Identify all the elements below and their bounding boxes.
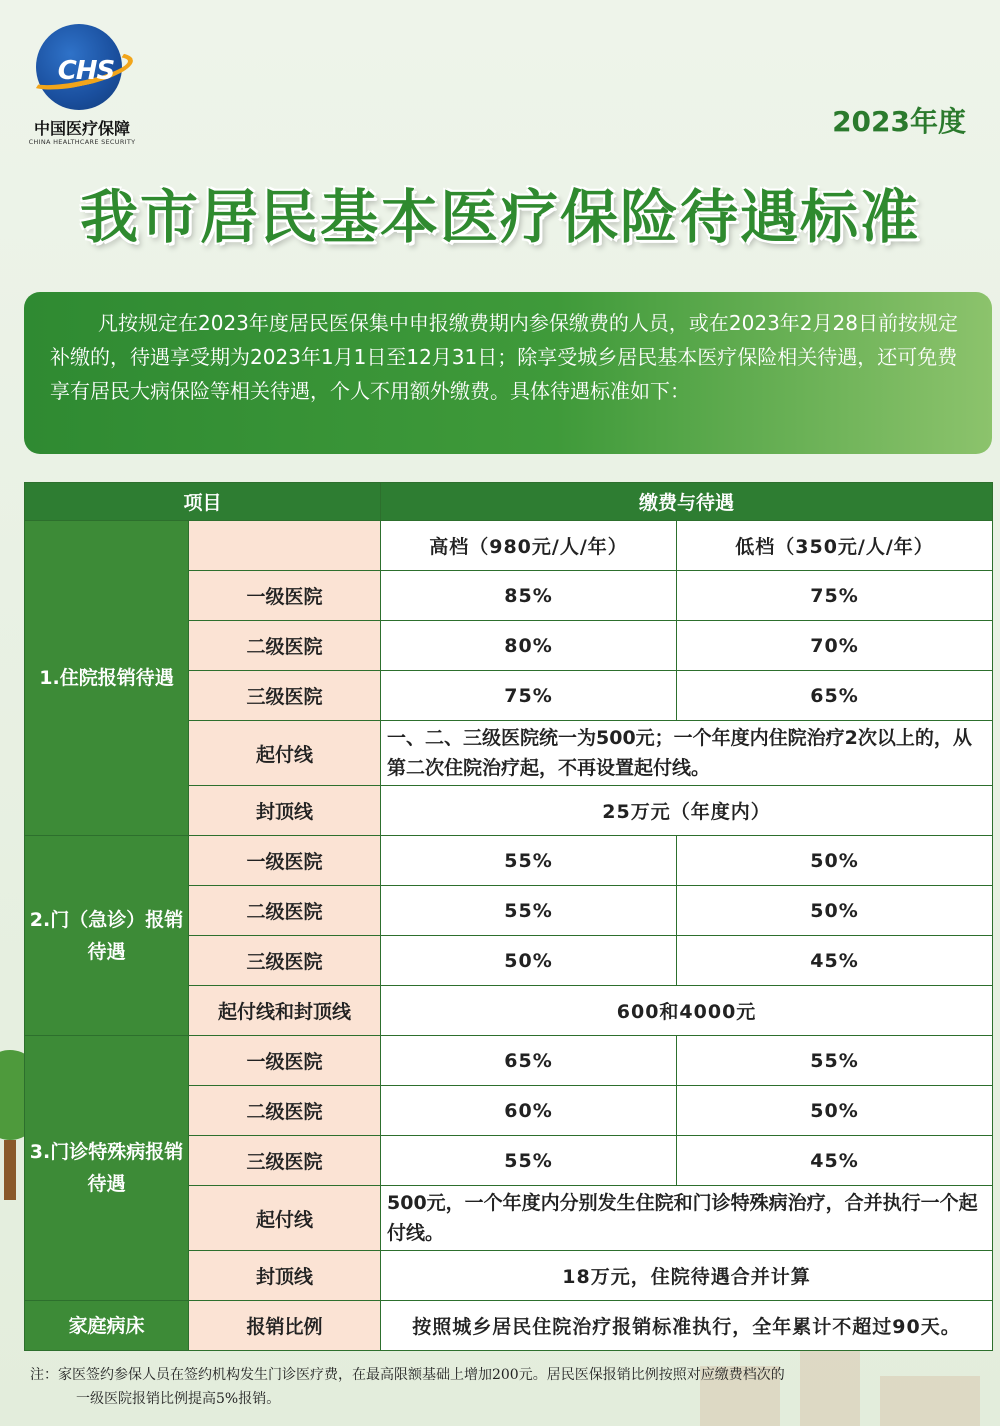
value-low: 55% bbox=[677, 1036, 993, 1086]
category-special: 3.门诊特殊病报销待遇 bbox=[25, 1036, 189, 1301]
row-label: 起付线和封顶线 bbox=[189, 986, 381, 1036]
row-label: 三级医院 bbox=[189, 1136, 381, 1186]
year-label: 2023年度 bbox=[832, 105, 966, 138]
value-low: 45% bbox=[677, 1136, 993, 1186]
page-title: 我市居民基本医疗保险待遇标准 bbox=[79, 183, 920, 251]
row-label: 三级医院 bbox=[189, 936, 381, 986]
footnote-line-2: 一级医院报销比例提高5%报销。 bbox=[76, 1391, 281, 1407]
row-label: 报销比例 bbox=[189, 1301, 381, 1351]
row-label: 起付线 bbox=[189, 721, 381, 786]
value-high: 50% bbox=[381, 936, 677, 986]
header-benefit: 缴费与待遇 bbox=[381, 483, 993, 521]
table-row bbox=[25, 1301, 993, 1351]
cap-value: 18万元，住院待遇合并计算 bbox=[381, 1251, 993, 1301]
row-label: 一级医院 bbox=[189, 836, 381, 886]
row-label: 起付线 bbox=[189, 1186, 381, 1251]
value-low: 50% bbox=[677, 886, 993, 936]
deductible-value: 一、二、三级医院统一为500元；一个年度内住院治疗2次以上的，从第二次住院治疗起，不再设置起付线。 bbox=[381, 721, 993, 786]
intro-panel: 凡按规定在2023年度居民医保集中申报缴费期内参保缴费的人员，或在2023年2月28日前按规定补缴的，待遇享受期为2023年1月1日至12月31日；除享受城乡居民基本医疗保险相关待遇，还可免费享有居民大病保险等相关待遇，个人不用额外缴费。具体待遇标准如下： bbox=[24, 292, 992, 454]
logo-chinese-name: 中国医疗保障 bbox=[33, 119, 130, 138]
tier-high: 高档（980元/人/年） bbox=[381, 521, 677, 571]
category-inpatient: 1.住院报销待遇 bbox=[25, 521, 189, 836]
chs-logo bbox=[22, 20, 142, 145]
footnote bbox=[30, 1363, 990, 1411]
value-high: 60% bbox=[381, 1086, 677, 1136]
table-header-row bbox=[25, 483, 993, 521]
table-row bbox=[25, 836, 993, 886]
logo-mark: CHS bbox=[57, 56, 115, 86]
logo-english-name: CHINA HEALTHCARE SECURITY bbox=[28, 138, 136, 146]
category-outpatient: 2.门（急诊）报销待遇 bbox=[25, 836, 189, 1036]
value-high: 55% bbox=[381, 886, 677, 936]
row-label: 二级医院 bbox=[189, 1086, 381, 1136]
blank-cell bbox=[189, 521, 381, 571]
value-high: 85% bbox=[381, 571, 677, 621]
value-low: 50% bbox=[677, 836, 993, 886]
deductible-value: 500元，一个年度内分别发生住院和门诊特殊病治疗，合并执行一个起付线。 bbox=[381, 1186, 993, 1251]
value-low: 45% bbox=[677, 936, 993, 986]
value-low: 65% bbox=[677, 671, 993, 721]
value-high: 65% bbox=[381, 1036, 677, 1086]
row-label: 二级医院 bbox=[189, 886, 381, 936]
value-high: 55% bbox=[381, 1136, 677, 1186]
row-label: 一级医院 bbox=[189, 571, 381, 621]
header-item: 项目 bbox=[25, 483, 381, 521]
row-label: 三级医院 bbox=[189, 671, 381, 721]
table-row bbox=[25, 1036, 993, 1086]
table-row bbox=[25, 521, 993, 571]
row-label: 二级医院 bbox=[189, 621, 381, 671]
tier-low: 低档（350元/人/年） bbox=[677, 521, 993, 571]
value-high: 55% bbox=[381, 836, 677, 886]
benefit-table bbox=[24, 482, 993, 1351]
value-high: 75% bbox=[381, 671, 677, 721]
category-homebed: 家庭病床 bbox=[25, 1301, 189, 1351]
value-low: 50% bbox=[677, 1086, 993, 1136]
value-low: 70% bbox=[677, 621, 993, 671]
row-label: 一级医院 bbox=[189, 1036, 381, 1086]
row-label: 封顶线 bbox=[189, 1251, 381, 1301]
ratio-value: 按照城乡居民住院治疗报销标准执行，全年累计不超过90天。 bbox=[381, 1301, 993, 1351]
value-high: 80% bbox=[381, 621, 677, 671]
footnote-line-1: 注：家医签约参保人员在签约机构发生门诊医疗费，在最高限额基础上增加200元。居民医保报销比例按照对应缴费档次的 bbox=[30, 1367, 785, 1383]
limit-value: 600和4000元 bbox=[381, 986, 993, 1036]
cap-value: 25万元（年度内） bbox=[381, 786, 993, 836]
value-low: 75% bbox=[677, 571, 993, 621]
row-label: 封顶线 bbox=[189, 786, 381, 836]
